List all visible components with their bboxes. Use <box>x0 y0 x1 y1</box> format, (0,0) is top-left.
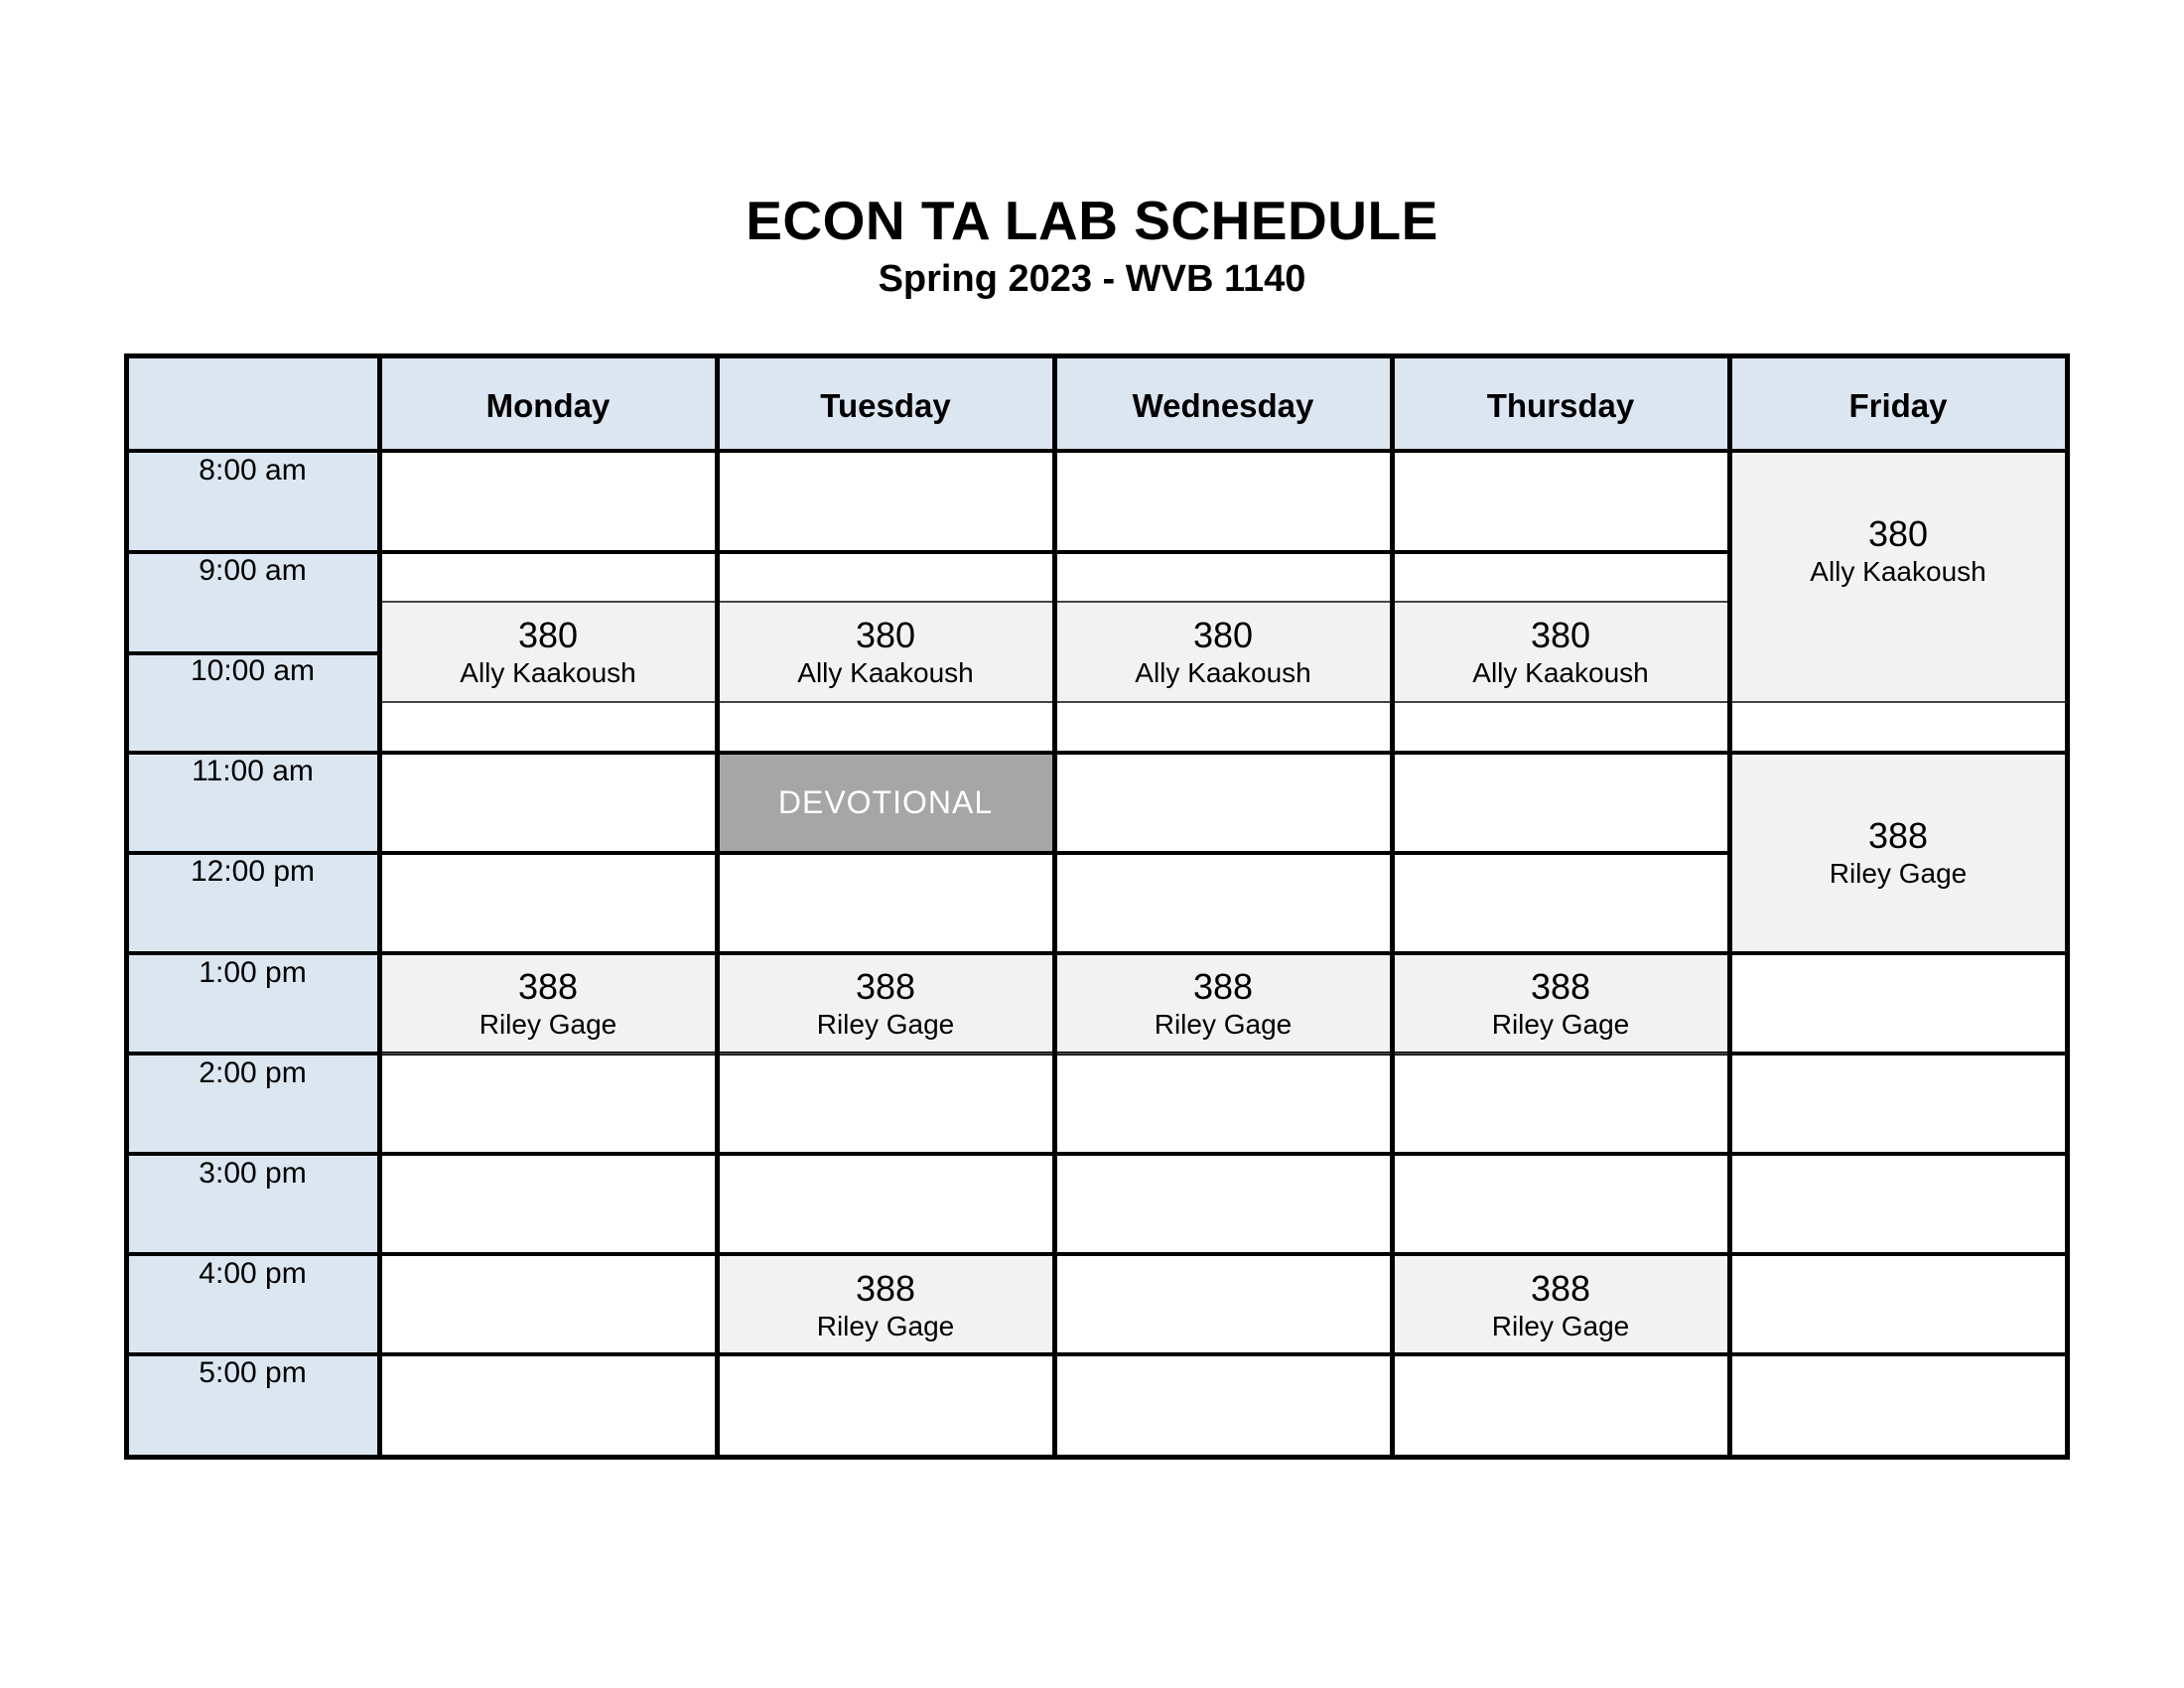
ta-name: Ally Kaakoush <box>1135 656 1311 688</box>
course-number: 388 <box>1530 965 1591 1007</box>
page-subtitle: Spring 2023 - WVB 1140 <box>878 258 1306 300</box>
ta-name: Riley Gage <box>478 1008 617 1040</box>
ta-name: Riley Gage <box>1829 858 1968 889</box>
time-label: 3:00 pm <box>199 1157 307 1190</box>
course-number: 380 <box>855 614 916 655</box>
time-label: 2:00 pm <box>199 1056 307 1089</box>
session-fri-388 <box>1729 753 2067 953</box>
time-label: 10:00 am <box>190 654 316 687</box>
time-label: 12:00 pm <box>190 855 316 888</box>
course-number: 380 <box>517 614 579 655</box>
course-number: 380 <box>1867 513 1929 554</box>
ta-name: Riley Gage <box>1491 1008 1630 1040</box>
day-header-thursday: Thursday <box>1486 387 1635 424</box>
course-number: 388 <box>1530 1267 1591 1309</box>
session-mon-380 <box>379 602 717 702</box>
day-header-monday: Monday <box>485 387 611 424</box>
ta-name: Ally Kaakoush <box>1472 656 1649 688</box>
ta-name: Ally Kaakoush <box>797 656 974 688</box>
session-tue-388-pm <box>717 1255 1054 1355</box>
session-thu-388 <box>1392 953 1729 1054</box>
day-header-friday: Friday <box>1848 387 1948 424</box>
session-mon-388 <box>379 953 717 1054</box>
course-number: 388 <box>855 965 916 1007</box>
ta-name: Riley Gage <box>816 1008 955 1040</box>
time-label: 8:00 am <box>199 454 307 487</box>
session-tue-devotional <box>717 753 1054 853</box>
time-label: 5:00 pm <box>199 1356 307 1389</box>
session-thu-388-pm <box>1392 1255 1729 1355</box>
day-header-tuesday: Tuesday <box>820 387 951 424</box>
ta-name: Ally Kaakoush <box>460 656 636 688</box>
ta-name: Riley Gage <box>1491 1310 1630 1341</box>
session-tue-380 <box>717 602 1054 702</box>
course-number: 388 <box>1192 965 1254 1007</box>
ta-name: Riley Gage <box>1154 1008 1293 1040</box>
page-title: ECON TA LAB SCHEDULE <box>746 190 1438 251</box>
time-label: 9:00 am <box>199 554 307 587</box>
day-header-wednesday: Wednesday <box>1132 387 1314 424</box>
session-tue-388 <box>717 953 1054 1054</box>
course-number: 380 <box>1530 614 1591 655</box>
course-number: 388 <box>517 965 579 1007</box>
session-fri-380 <box>1729 451 2067 651</box>
session-thu-380 <box>1392 602 1729 702</box>
time-label: 11:00 am <box>192 755 314 787</box>
course-number: 388 <box>1867 815 1929 856</box>
ta-name: Riley Gage <box>816 1310 955 1341</box>
devotional-label: DEVOTIONAL <box>777 784 994 820</box>
time-label: 4:00 pm <box>199 1257 307 1290</box>
time-label: 1:00 pm <box>199 956 307 989</box>
course-number: 388 <box>855 1267 916 1309</box>
course-number: 380 <box>1192 614 1254 655</box>
session-wed-380 <box>1054 602 1392 702</box>
ta-name: Ally Kaakoush <box>1810 556 1986 587</box>
session-wed-388 <box>1054 953 1392 1054</box>
